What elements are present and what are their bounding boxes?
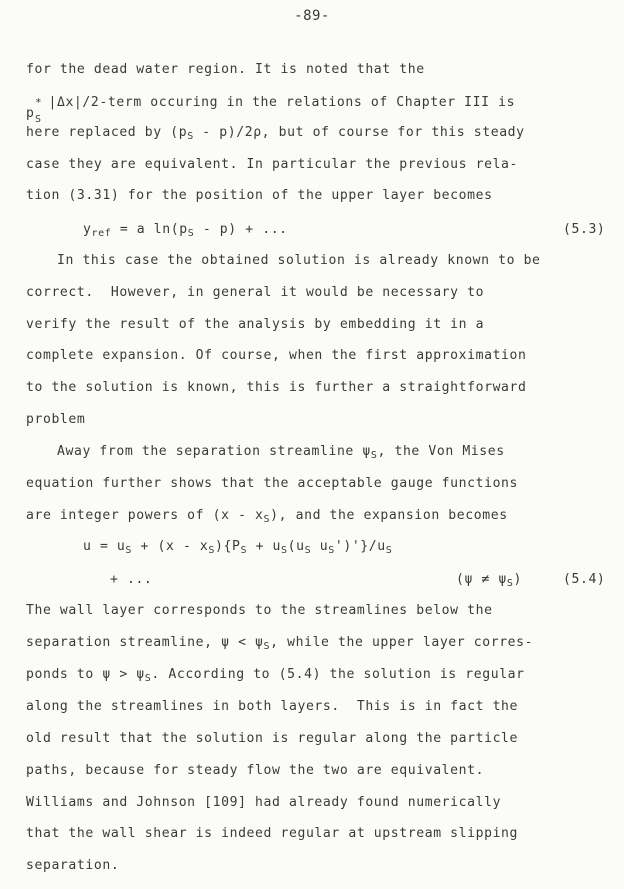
equation-5-4-continuation: + ...: [110, 572, 153, 587]
equation-number-5-4: (5.4): [563, 572, 606, 587]
text-line-5: tion (3.31) for the position of the upper layer becomes: [26, 188, 493, 203]
text-line-11: problem: [26, 412, 86, 427]
text-line-23: separation.: [26, 858, 120, 873]
text-line-12: Away from the separation streamline $\psi_S$, the Von Mises: [57, 444, 505, 461]
equation-5-3: $y_{ref} = a$ $\ln(p_S - p)$ + ...: [83, 222, 288, 239]
text-line-1: for the dead water region. It is noted that the: [26, 62, 425, 77]
text-line-2: p * S |Δx|/2-term occuring in the relations of Chapter III is: [26, 95, 516, 125]
text-line-14: are integer powers of $(x - x_S)$, and the expansion becomes: [26, 508, 508, 525]
text-line-8: verify the result of the analysis by embedding it in a: [26, 317, 485, 332]
text-line-20: paths, because for steady flow the two are equivalent.: [26, 763, 485, 778]
text-line-6: In this case the obtained solution is already known to be: [57, 253, 541, 268]
text-line-19: old result that the solution is regular along the particle: [26, 731, 519, 746]
text-line-7: correct. However, in general it would be necessary to: [26, 285, 485, 300]
text-line-21: Williams and Johnson [109] had already found numerically: [26, 795, 502, 810]
equation-number-5-3: (5.3): [563, 222, 606, 237]
text-line-9: complete expansion. Of course, when the first approximation: [26, 348, 527, 363]
text-line-13: equation further shows that the acceptable gauge functions: [26, 476, 519, 491]
text-line-4: case they are equivalent. In particular the previous rela-: [26, 157, 519, 172]
equation-5-4: $u = u_S + (x - x_S)\{P_S + u_S(u_S$ $u_S')'\}/u_S$: [83, 539, 393, 556]
text-line-15: The wall layer corresponds to the streamlines below the: [26, 603, 493, 618]
text-line-22: that the wall shear is indeed regular at upstream slipping: [26, 826, 519, 841]
text-line-18: along the streamlines in both layers. This is in fact the: [26, 699, 519, 714]
text-line-16: separation streamline, $\psi < \psi_S$, while the upper layer corres-: [26, 635, 534, 652]
text-line-17: ponds to $\psi > \psi_S$. According to (5.4) the solution is regular: [26, 667, 525, 684]
text-line-3: here replaced by $(p_S - p)/2\rho$, but of course for this steady: [26, 125, 525, 142]
text-line-10: to the solution is known, this is further a straightforward: [26, 380, 527, 395]
page-number: -89-: [294, 8, 330, 24]
equation-condition: $(\psi \ne \psi_S)$: [456, 572, 523, 589]
